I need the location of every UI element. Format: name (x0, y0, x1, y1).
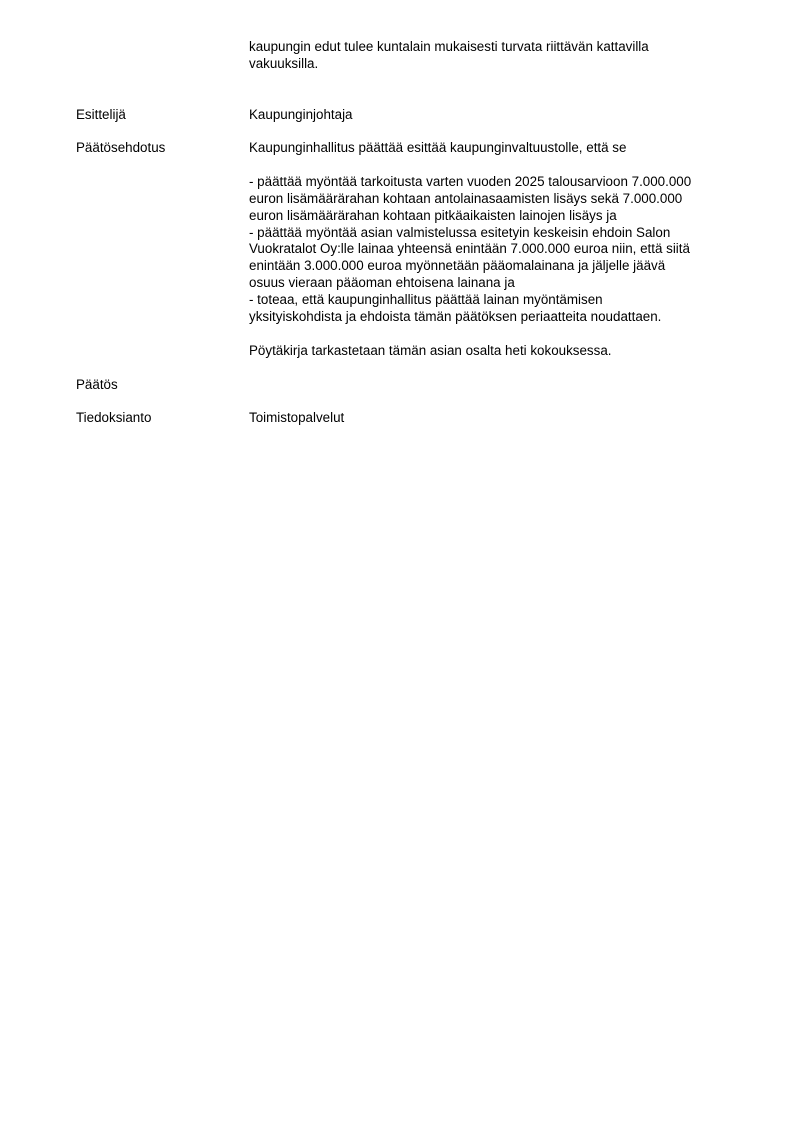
proposal-item-line: osuus vieraan pääoman ehtoisena lainana ja (249, 275, 515, 291)
continuation-text (249, 39, 739, 73)
notice-label: Tiedoksianto (76, 410, 152, 425)
proposal-item-line: yksityiskohdista ja ehdoista tämän päätöksen periaatteita noudattaen. (249, 309, 662, 325)
proposal-label: Päätösehdotus (76, 140, 166, 155)
continuation-line: kaupungin edut tulee kuntalain mukaisesti turvata riittävän kattavilla (249, 39, 649, 54)
proposal-intro: Kaupunginhallitus päättää esittää kaupunginvaltuustolle, että se (249, 140, 627, 155)
proposal-item-line: - päättää myöntää asian valmistelussa esitetyin keskeisin ehdoin Salon (249, 224, 671, 240)
continuation-line: vakuuksilla. (249, 55, 319, 71)
proposal-item-line: - toteaa, että kaupunginhallitus päättää lainan myöntämisen (249, 292, 603, 308)
proposal-item-line: enintään 3.000.000 euroa myönnetään pääomalainana ja jäljelle jäävä (249, 258, 666, 274)
proposal-item-line: euron lisämäärärahan kohtaan pitkäaikaisten lainojen lisäys ja (249, 207, 617, 223)
proposal-content (249, 140, 739, 360)
proposal-item-3 (249, 292, 739, 326)
decision-label: Päätös (76, 377, 118, 392)
proposal-item-2 (249, 225, 739, 293)
notice-value: Toimistopalvelut (249, 410, 345, 425)
presenter-value: Kaupunginjohtaja (249, 107, 353, 122)
spacer (249, 157, 739, 174)
presenter-label: Esittelijä (76, 107, 126, 122)
proposal-item-line: euron lisämäärärahan kohtaan antolainasaamisten lisäys sekä 7.000.000 (249, 190, 683, 206)
proposal-closing: Pöytäkirja tarkastetaan tämän asian osalta heti kokouksessa. (249, 342, 612, 358)
spacer (249, 326, 739, 343)
proposal-item-1 (249, 174, 739, 225)
proposal-item-line: - päättää myöntää tarkoitusta varten vuoden 2025 talousarvioon 7.000.000 (249, 173, 692, 189)
proposal-item-line: Vuokratalot Oy:lle lainaa yhteensä enintään 7.000.000 euroa niin, että siitä (249, 241, 690, 257)
